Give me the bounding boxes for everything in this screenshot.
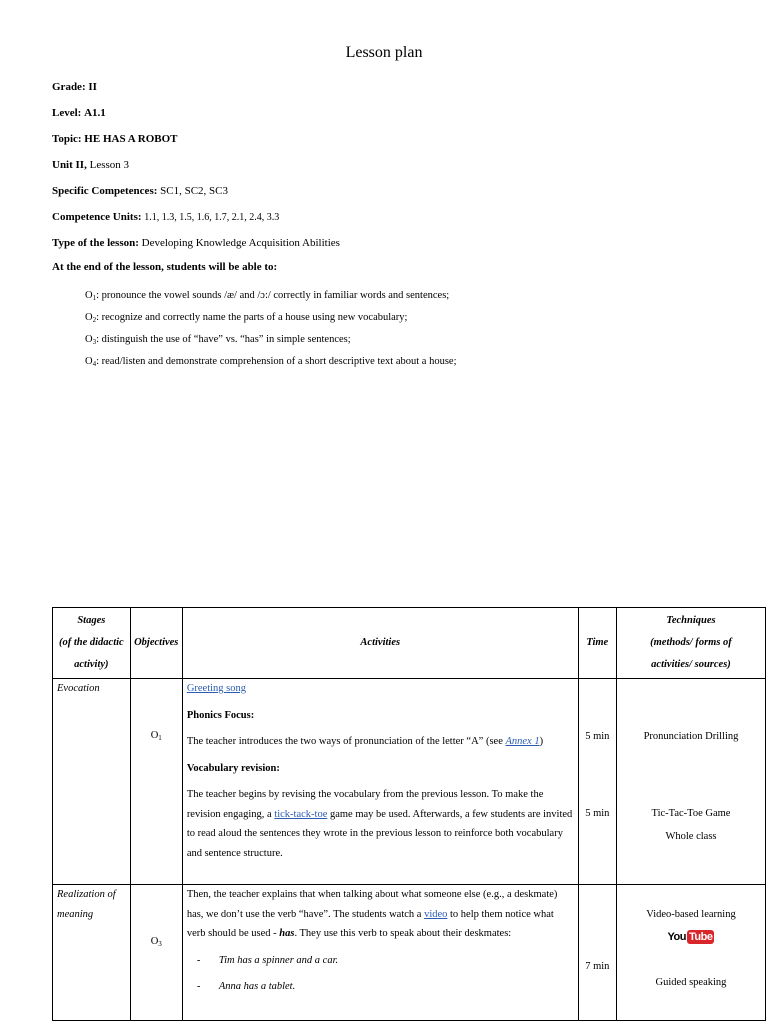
competence-units-line: Competence Units: 1.1, 1.3, 1.5, 1.6, 1.7, 2.1, 2.4, 3.3: [52, 211, 280, 223]
youtube-logo-icon: You Tube: [667, 931, 713, 943]
list-item: - Anna has a tablet.: [196, 980, 296, 992]
table-header-row: [53, 608, 766, 679]
activities-cell: Then, the teacher explains that when talking about what someone else (e.g., a deskmate) has, we don’t use the verb “have”. The students watch a video to help them notice what verb should be used - has. They use this verb to speak about their deskmates: - Tim has a spinner and a car. - Anna has a tablet.: [182, 885, 578, 1021]
grade-line: Grade: II: [52, 81, 97, 93]
tick-tack-toe-link[interactable]: tick-tack-toe: [274, 808, 328, 820]
lesson-type-line: Type of the lesson: Developing Knowledge Acquisition Abilities: [52, 237, 340, 249]
topic-line: Topic: HE HAS A ROBOT: [52, 133, 178, 145]
page-title: Lesson plan: [345, 44, 423, 61]
techniques-cell: Pronunciation Drilling Tic-Tac-Toe Game Whole class: [616, 679, 765, 885]
outcomes-heading: At the end of the lesson, students will be able to:: [52, 261, 278, 273]
header-stages: Stages (of the didactic activity): [53, 608, 131, 679]
table-row: [53, 885, 766, 1021]
techniques-cell: Video-based learning You Tube Guided speaking: [616, 885, 765, 1021]
phonics-heading: Phonics Focus:: [186, 709, 255, 721]
activities-cell: Greeting song Phonics Focus: The teacher introduces the two ways of pronunciation of the letter “A” (see Annex 1) Vocabulary revision: The teacher begins by revising the vocabulary from the previous lesson. To make the revision engaging, a tick-tack-toe game may be used. Afterwards, a few students are invited to read aloud the sentences they wrote in the previous lesson to reinforce both vocabulary and sentence structure.: [182, 679, 578, 885]
objective-cell: $O_3$: [130, 885, 182, 1021]
objective-item: $O_3$: distinguish the use of “have” vs. “has” in simple sentences;: [85, 334, 351, 346]
level-line: Level: A1.1: [52, 107, 106, 119]
header-objectives: Objectives: [130, 608, 182, 679]
objective-item: $O_4$: read/listen and demonstrate comprehension of a short descriptive text about a house;: [85, 356, 457, 368]
competences-line: Specific Competences: SC1, SC2, SC3: [52, 185, 229, 197]
header-techniques: Techniques (methods/ forms of activities/ sources): [616, 608, 765, 679]
objective-cell: $O_1$: [130, 679, 182, 885]
lesson-table: [52, 607, 766, 1021]
video-link[interactable]: video: [424, 908, 448, 920]
unit-line: Unit II, Lesson 3: [52, 159, 130, 171]
stage-cell: Evocation: [53, 679, 131, 885]
header-activities: Activities: [182, 608, 578, 679]
stage-cell: Realization of meaning: [53, 885, 131, 1021]
table-row: [53, 679, 766, 885]
list-item: - Tim has a spinner and a car.: [196, 954, 339, 966]
greeting-song-link[interactable]: Greeting song: [186, 683, 247, 694]
header-time: Time: [578, 608, 616, 679]
time-cell: 5 min 5 min: [578, 679, 616, 885]
annex-link[interactable]: Annex 1: [505, 736, 540, 747]
objectives-list: [85, 286, 457, 374]
objective-item: $O_2$: recognize and correctly name the parts of a house using new vocabulary;: [85, 312, 408, 324]
vocabulary-heading: Vocabulary revision:: [186, 762, 280, 774]
objective-item: $O_1$: pronounce the vowel sounds /æ/ and /ɔ:/ correctly in familiar words and sentences;: [85, 290, 450, 302]
time-cell: 7 min: [578, 885, 616, 1021]
